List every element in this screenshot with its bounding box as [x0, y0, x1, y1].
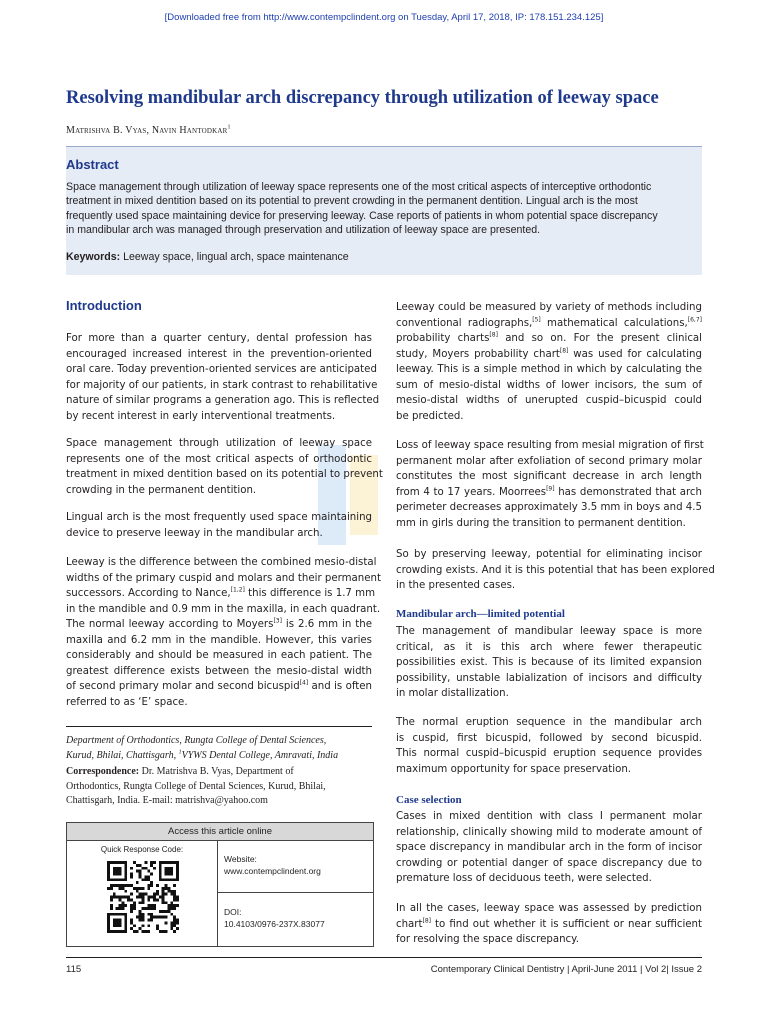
keywords-label: Keywords: [66, 251, 121, 263]
qr-label: Quick Response Code: [100, 845, 184, 854]
website-label: Website: [224, 854, 257, 864]
right-paragraph-7: In all the cases, leeway space was assessed by prediction chart[8] to find out whether it is sufficient or near sufficient for resolving the space discrepancy. [396, 903, 702, 945]
abstract-line: treatment in mixed dentition based on its potential to prevent crowding in the permanent dentition. Lingual arch is the most [66, 195, 638, 208]
intro-paragraph-3: Lingual arch is the most frequently used space maintaining device to preserve leeway in the mandibular arch. [66, 512, 372, 539]
page-number: 115 [66, 964, 82, 975]
doi-label: DOI: [224, 907, 242, 917]
correspondence: Correspondence: Dr. Matrishva B. Vyas, Department of Orthodontics, Rungta College of Dental Sciences, Kurud, Bhilai, Chattisgarh, India. E-mail: matrishva@yahoo.com [66, 766, 326, 806]
abstract-heading: Abstract [66, 157, 119, 172]
footer-rule [66, 957, 702, 958]
affiliation: Department of Orthodontics, Rungta College of Dental Sciences, Kurud, Bhilai, Chattisgarh, $^1$VYWS Dental College, Amravati, India [66, 726, 372, 763]
abstract-text [66, 180, 702, 237]
abstract-line: Space management through utilization of leeway space represents one of the most critical aspects of interceptive orthodontic [66, 181, 652, 193]
keywords-text: Leeway space, lingual arch, space maintenance [123, 251, 349, 263]
doi-value[interactable]: 10.4103/0976-237X.83077 [224, 919, 325, 929]
intro-paragraph-2: Space management through utilization of leeway space represents one of the most critical aspects of orthodontic treatment in mixed dentition based on its potential to prevent crowding in the permanent dentition. [66, 438, 383, 496]
website-cell [218, 841, 373, 893]
right-paragraph-2: Loss of leeway space resulting from mesial migration of first permanent molar after exfoliation of second primary molar constitutes the most significant decrease in arch length from 4 to 17 years. Moorrees[9] has demonstrated that arch perimeter decreases approximately 3.5 mm in boys and 4.5 mm in girls during the transition to permanent dentition. [396, 440, 704, 529]
paper-title: Resolving mandibular arch discrepancy through utilization of leeway space [66, 88, 659, 108]
right-paragraph-4: The management of mandibular leeway space is more critical, as it is this arch where fewer therapeutic possibilities exist. This is because of its limited expansion possibility, unstable labialization of incisors and difficulty in molar distallization. [396, 626, 702, 699]
right-paragraph-3: So by preserving leeway, potential for eliminating incisor crowding exists. And it is this potential that has been explored in the presented cases. [396, 549, 715, 591]
correspondence-label: Correspondence: [66, 766, 140, 777]
intro-paragraph-1: For more than a quarter century, dental profession has encouraged increased interest in the prevention-oriented oral care. Today prevention-oriented services are anticipated for majority of our patients, in stark contrast to rehabilitative nature of similar programs a generation ago. This is reflected by recent interest in early interventional treatments. [66, 333, 380, 422]
right-paragraph-5: The normal eruption sequence in the mandibular arch is cuspid, first bicuspid, followed by second bicuspid. This normal cuspid–bicuspid eruption sequence provides maximum opportunity for space preservation. [396, 717, 702, 775]
journal-citation: Contemporary Clinical Dentistry | April-June 2011 | Vol 2| Issue 2 [430, 964, 702, 975]
right-paragraph-1: Leeway could be measured by variety of methods including conventional radiographs,[5] mathematical calculations,[6,7] probability charts[8] and so on. For the present clinical study, Moyers probability chart[8] was used for calculating leeway. This is a simple method in which by calculating the sum of mesio-distal widths of lower incisors, the sum of mesio-distal widths of unerupted cuspid–bicuspid could be predicted. [396, 302, 703, 422]
qr-cell [67, 841, 218, 946]
case-selection-heading: Case selection [396, 794, 462, 806]
qr-code-icon[interactable] [107, 861, 179, 933]
right-paragraph-6: Cases in mixed dentition with class I permanent molar relationship, clinically showing mild to moderate amount of space discrepancy in mandibular arch in the form of incisor crowding or potential danger of space discrepancy due to premature loss of deciduous teeth, were selected. [396, 811, 702, 884]
introduction-heading: Introduction [66, 298, 142, 313]
access-heading: Access this article online [67, 823, 373, 841]
keywords [66, 251, 702, 263]
website-link[interactable]: www.contempclindent.org [224, 866, 321, 876]
download-banner: [Downloaded free from http://www.contempclindent.org on Tuesday, April 17, 2018, IP: 178.151.234.125] [164, 12, 604, 23]
abstract-line: frequently used space maintaining device for preserving leeway. Case reports of patients in whom potential space discrepancy [66, 209, 658, 222]
access-article-box [66, 822, 374, 947]
intro-paragraph-4: Leeway is the difference between the combined mesio-distal widths of the primary cuspid and molars and their permanent successors. According to Nance,[1,2] this difference is 1.7 mm in the mandible and 0.9 mm in the maxilla, in each quadrant. The normal leeway according to Moyers[3] is 2.6 mm in the maxilla and 6.2 mm in the mandible. However, this varies considerably and should be measured in each patient. The greatest difference exists between the mesio-distal width of second primary molar and second bicuspid[4] and is often referred to as ‘E’ space. [66, 557, 381, 708]
doi-cell [218, 894, 373, 946]
mandibular-arch-heading: Mandibular arch—limited potential [396, 608, 565, 620]
author-list: Matrishva B. Vyas, Navin Hantodkar$^1$ [66, 124, 231, 136]
abstract-line: in mandibular arch was managed through preservation and utilization of leeway space are presented. [66, 223, 541, 236]
